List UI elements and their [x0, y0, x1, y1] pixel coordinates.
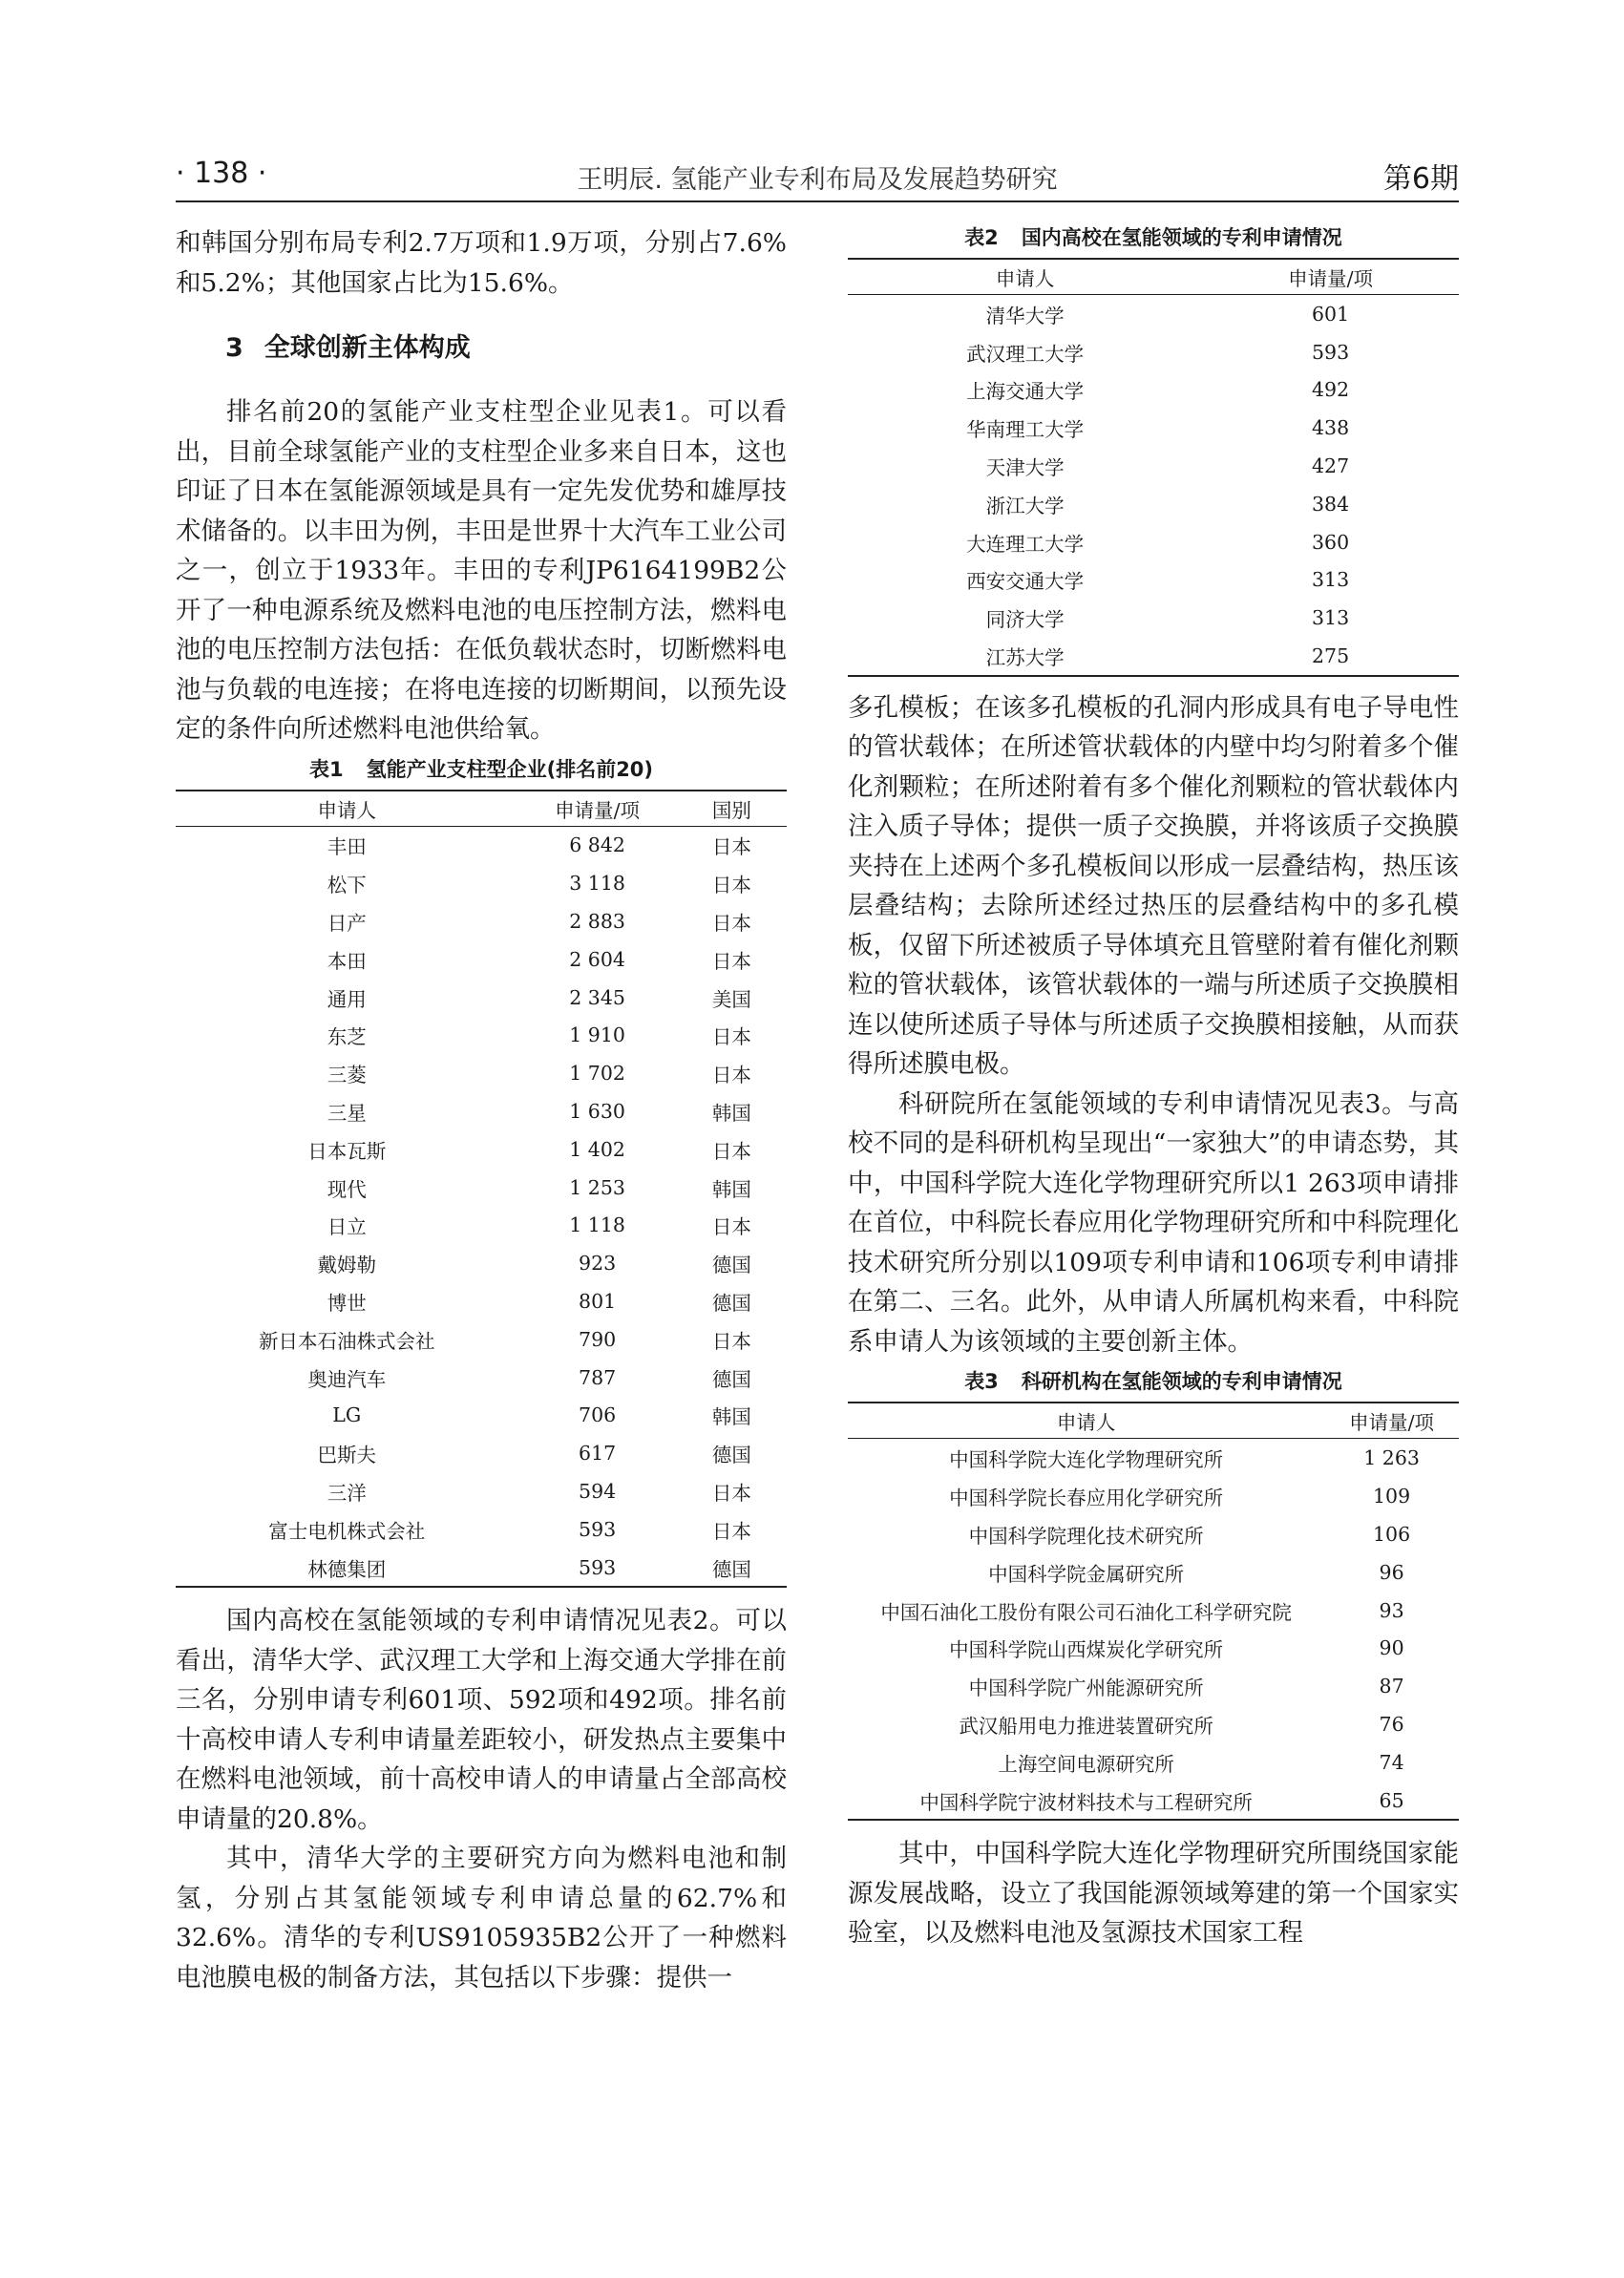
issue-number: 第6期 [1382, 162, 1459, 196]
paragraph: 国内高校在氢能领域的专利申请情况见表2。可以看出，清华大学、武汉理工大学和上海交通大学排在前三名，分别申请专利601项、592项和492项。排名前十高校申请人专利申请量差距较小，研发热点主要集中在燃料电池领域，前十高校申请人的申请量占全部高校申请量的20.8%。 [176, 1606, 787, 1834]
count-cell: 65 [1324, 1782, 1459, 1821]
count-cell: 617 [579, 1442, 617, 1466]
table-row [176, 940, 787, 979]
page-number: · 138 · [176, 157, 267, 190]
applicant-cell: 巴斯夫 [317, 1444, 376, 1467]
table-row [176, 1130, 787, 1169]
country-cell: 德国 [677, 1549, 787, 1588]
count-cell: 76 [1379, 1712, 1404, 1736]
applicant-cell: 林德集团 [176, 1549, 517, 1588]
country-cell: 日本 [711, 1481, 751, 1505]
section-title: 全球创新主体构成 [264, 333, 471, 363]
count-cell: 593 [579, 1517, 617, 1541]
applicant-cell: 新日本石油株式会社 [258, 1329, 435, 1353]
country-cell: 德国 [711, 1444, 751, 1467]
applicant-cell: 本田 [327, 949, 367, 973]
count-cell: 360 [1312, 530, 1350, 554]
table1-title: 氢能产业支柱型企业(排名前20) [366, 757, 654, 781]
applicant-cell: 日产 [327, 911, 367, 935]
applicant-cell: 浙江大学 [985, 494, 1065, 517]
table3-title: 科研机构在氢能领域的专利申请情况 [1021, 1370, 1342, 1394]
column-header: 申请量/项 [1324, 1403, 1459, 1439]
table-row [848, 599, 1459, 637]
country-cell: 日本 [711, 911, 751, 935]
table-header-row [848, 259, 1459, 295]
applicant-cell: 中国科学院大连化学物理研究所 [949, 1448, 1224, 1472]
column-header: 申请量/项 [1202, 259, 1459, 295]
applicant-cell: 上海空间电源研究所 [998, 1752, 1174, 1776]
country-cell: 日本 [711, 835, 751, 859]
applicant-cell: 通用 [327, 987, 367, 1011]
applicant-cell: 三星 [327, 1101, 367, 1125]
table2 [848, 258, 1459, 677]
table-row [176, 1282, 787, 1320]
country-cell: 韩国 [711, 1177, 751, 1201]
count-cell: 93 [1379, 1598, 1404, 1622]
table-row [848, 1667, 1459, 1705]
table-header-row [176, 791, 787, 827]
country-cell: 德国 [711, 1291, 751, 1315]
table-row [848, 561, 1459, 600]
left-column [176, 223, 787, 1997]
count-cell: 593 [517, 1549, 676, 1588]
applicant-cell: 中国科学院长春应用化学研究所 [949, 1487, 1224, 1510]
table-row [848, 1439, 1459, 1477]
column-header: 申请量/项 [517, 791, 676, 827]
applicant-cell: 日本瓦斯 [307, 1139, 387, 1163]
count-cell: 1 402 [569, 1137, 625, 1161]
country-cell: 日本 [711, 1215, 751, 1239]
table-row [176, 864, 787, 902]
section-heading [176, 331, 787, 366]
applicant-cell: LG [332, 1403, 362, 1427]
applicant-cell: 大连理工大学 [966, 532, 1085, 556]
count-cell: 384 [1312, 492, 1350, 516]
table3 [848, 1402, 1459, 1821]
column-header: 国别 [677, 791, 787, 827]
count-cell: 74 [1379, 1750, 1404, 1774]
count-cell: 427 [1312, 454, 1350, 478]
table-row [848, 637, 1459, 676]
count-cell: 492 [1312, 378, 1350, 402]
country-cell: 美国 [711, 987, 751, 1011]
country-cell: 日本 [711, 1139, 751, 1163]
count-cell: 6 842 [569, 833, 625, 857]
table1 [176, 790, 787, 1589]
count-cell: 313 [1312, 568, 1350, 592]
table-row [176, 1472, 787, 1510]
table-row [176, 1092, 787, 1130]
count-cell: 706 [579, 1403, 617, 1427]
applicant-cell: 博世 [327, 1291, 367, 1315]
applicant-cell: 武汉船用电力推进装置研究所 [959, 1714, 1213, 1738]
table-row [176, 979, 787, 1017]
paragraph: 和韩国分别布局专利2.7万项和1.9万项，分别占7.6%和5.2%；其他国家占比为15.6%。 [176, 228, 787, 298]
table-row [848, 523, 1459, 561]
count-cell: 2 883 [569, 909, 625, 933]
table-row [176, 826, 787, 864]
applicant-cell: 东芝 [327, 1025, 367, 1049]
applicant-cell: 江苏大学 [848, 637, 1202, 676]
applicant-cell: 日立 [327, 1215, 367, 1239]
applicant-cell: 三洋 [327, 1481, 367, 1505]
applicant-cell: 中国科学院宁波材料技术与工程研究所 [848, 1782, 1324, 1821]
paragraph: 科研院所在氢能领域的专利申请情况见表3。与高校不同的是科研机构呈现出“一家独大”的申请态势，其中，中国科学院大连化学物理研究所以1 263项申请排在首位，中科院长春应用化学物理研究所和中科院理化技术研究所分别以109项专利申请和106项专利申请排在第二、三名。此外，从申请人所属机构来看，中科院系申请人为该领域的主要创新主体。 [848, 1088, 1459, 1357]
country-cell: 日本 [711, 874, 751, 897]
count-cell: 2 604 [569, 947, 625, 971]
table1-label: 表1 [308, 757, 344, 781]
right-column [848, 223, 1459, 1953]
country-cell: 德国 [711, 1367, 751, 1391]
count-cell: 1 910 [569, 1023, 625, 1047]
table-row [848, 1743, 1459, 1782]
applicant-cell: 松下 [327, 874, 367, 897]
table2-body [848, 295, 1459, 676]
table-row [176, 1169, 787, 1207]
table-row [848, 333, 1459, 371]
applicant-cell: 丰田 [327, 835, 367, 859]
country-cell: 日本 [711, 1025, 751, 1049]
country-cell: 日本 [711, 1064, 751, 1087]
applicant-cell: 戴姆勒 [317, 1254, 376, 1277]
country-cell: 日本 [711, 1519, 751, 1543]
paragraph: 多孔模板；在该多孔模板的孔洞内形成具有电子导电性的管状载体；在所述管状载体的内壁中均匀附着多个催化剂颗粒；在所述附着有多个催化剂颗粒的管状载体内注入质子导体；提供一质子交换膜，并将该质子交换膜夹持在上述两个多孔模板间以形成一层叠结构，热压该层叠结构；去除所述经过热压的层叠结构中的多孔模板，仅留下所述被质子导体填充且管壁附着有催化剂颗粒的管状载体，该管状载体的一端与所述质子交换膜相连以使所述质子导体与所述质子交换膜相接触，从而获得所述膜电极。 [848, 692, 1459, 1080]
count-cell: 1 702 [569, 1062, 625, 1086]
country-cell: 日本 [711, 1329, 751, 1353]
table2-title: 国内高校在氢能领域的专利申请情况 [1021, 226, 1342, 249]
table2-label: 表2 [964, 226, 999, 249]
applicant-cell: 中国科学院理化技术研究所 [968, 1524, 1204, 1548]
paragraph: 其中，中国科学院大连化学物理研究所围绕国家能源发展战略，设立了我国能源领域筹建的第一个国家实验室，以及燃料电池及氢源技术国家工程 [848, 1839, 1459, 1949]
count-cell: 109 [1373, 1485, 1411, 1508]
table2-caption [848, 223, 1459, 252]
applicant-cell: 中国石油化工股份有限公司石油化工科学研究院 [880, 1600, 1292, 1624]
count-cell: 3 118 [569, 872, 625, 896]
table-row [176, 1206, 787, 1244]
column-header: 申请人 [176, 791, 517, 827]
count-cell: 275 [1202, 637, 1459, 676]
count-cell: 2 345 [569, 985, 625, 1009]
table3-label: 表3 [964, 1370, 999, 1394]
applicant-cell: 现代 [327, 1177, 367, 1201]
table-row [848, 295, 1459, 333]
table3-caption [848, 1367, 1459, 1396]
table-row [176, 1396, 787, 1434]
section-number: 3 [225, 333, 243, 363]
table-row [848, 371, 1459, 410]
table-row [848, 1782, 1459, 1821]
paragraph: 排名前20的氢能产业支柱型企业见表1。可以看出，目前全球氢能产业的支柱型企业多来自日本，这也印证了日本在氢能源领域是具有一定先发优势和雄厚技术储备的。以丰田为例，丰田是世界十大汽车工业公司之一，创立于1933年。丰田的专利JP6164199B2公开了一种电源系统及燃料电池的电压控制方法，燃料电池的电压控制方法包括：在低负载状态时，切断燃料电池与负载的电连接；在将电连接的切断期间，以预先设定的条件向所述燃料电池供给氧。 [176, 397, 787, 744]
count-cell: 601 [1312, 302, 1350, 326]
table-row [848, 1592, 1459, 1630]
applicant-cell: 华南理工大学 [966, 418, 1085, 442]
count-cell: 1 118 [569, 1213, 625, 1237]
table-row [848, 1515, 1459, 1553]
applicant-cell: 三菱 [327, 1064, 367, 1087]
paragraph: 其中，清华大学的主要研究方向为燃料电池和制氢，分别占其氢能领域专利申请总量的62.7%和32.6%。清华的专利US9105935B2公开了一种燃料电池膜电极的制备方法，其包括以下步骤：提供一 [176, 1844, 787, 1993]
applicant-cell: 中国科学院广州能源研究所 [968, 1677, 1204, 1700]
count-cell: 106 [1373, 1522, 1411, 1546]
count-cell: 801 [579, 1289, 617, 1313]
table-row [176, 1549, 787, 1588]
table-row [848, 409, 1459, 447]
running-title: 王明辰. 氢能产业专利布局及发展趋势研究 [577, 165, 1058, 195]
table-row [848, 1705, 1459, 1743]
count-cell: 1 253 [569, 1175, 625, 1199]
table-row [848, 1477, 1459, 1515]
count-cell: 593 [1312, 340, 1350, 364]
table-header-row [848, 1403, 1459, 1439]
column-header: 申请人 [848, 259, 1202, 295]
table-row [176, 1434, 787, 1472]
applicant-cell: 中国科学院山西煤炭化学研究所 [949, 1638, 1224, 1662]
count-cell: 313 [1312, 606, 1350, 630]
table-row [848, 1553, 1459, 1592]
table-row [848, 447, 1459, 485]
table3-body [848, 1439, 1459, 1820]
applicant-cell: 清华大学 [985, 304, 1065, 327]
table1-caption [176, 755, 787, 784]
table-row [176, 1510, 787, 1549]
country-cell: 韩国 [711, 1101, 751, 1125]
applicant-cell: 富士电机株式会社 [268, 1519, 426, 1543]
count-cell: 923 [579, 1252, 617, 1276]
count-cell: 90 [1379, 1636, 1404, 1660]
applicant-cell: 武汉理工大学 [966, 342, 1085, 366]
applicant-cell: 奥迪汽车 [307, 1367, 387, 1391]
count-cell: 594 [579, 1479, 617, 1503]
table1-body [176, 826, 787, 1587]
applicant-cell: 天津大学 [985, 456, 1065, 480]
table-row [176, 1016, 787, 1054]
country-cell: 日本 [711, 949, 751, 973]
header-rule [176, 200, 1459, 202]
applicant-cell: 上海交通大学 [966, 380, 1085, 404]
column-header: 申请人 [848, 1403, 1324, 1439]
country-cell: 韩国 [711, 1405, 751, 1429]
count-cell: 1 630 [569, 1099, 625, 1123]
table-row [176, 1244, 787, 1282]
count-cell: 438 [1312, 416, 1350, 440]
table-row [176, 1359, 787, 1397]
count-cell: 87 [1379, 1675, 1404, 1698]
country-cell: 德国 [711, 1254, 751, 1277]
table-row [176, 902, 787, 940]
table-row [848, 485, 1459, 523]
applicant-cell: 西安交通大学 [966, 570, 1085, 594]
count-cell: 96 [1379, 1560, 1404, 1584]
table-row [176, 1054, 787, 1092]
applicant-cell: 中国科学院金属研究所 [988, 1562, 1185, 1586]
table-row [176, 1320, 787, 1359]
count-cell: 1 263 [1363, 1446, 1420, 1470]
applicant-cell: 同济大学 [985, 608, 1065, 632]
count-cell: 787 [579, 1365, 617, 1389]
table-row [848, 1629, 1459, 1667]
count-cell: 790 [579, 1327, 617, 1351]
running-header [176, 153, 1459, 199]
